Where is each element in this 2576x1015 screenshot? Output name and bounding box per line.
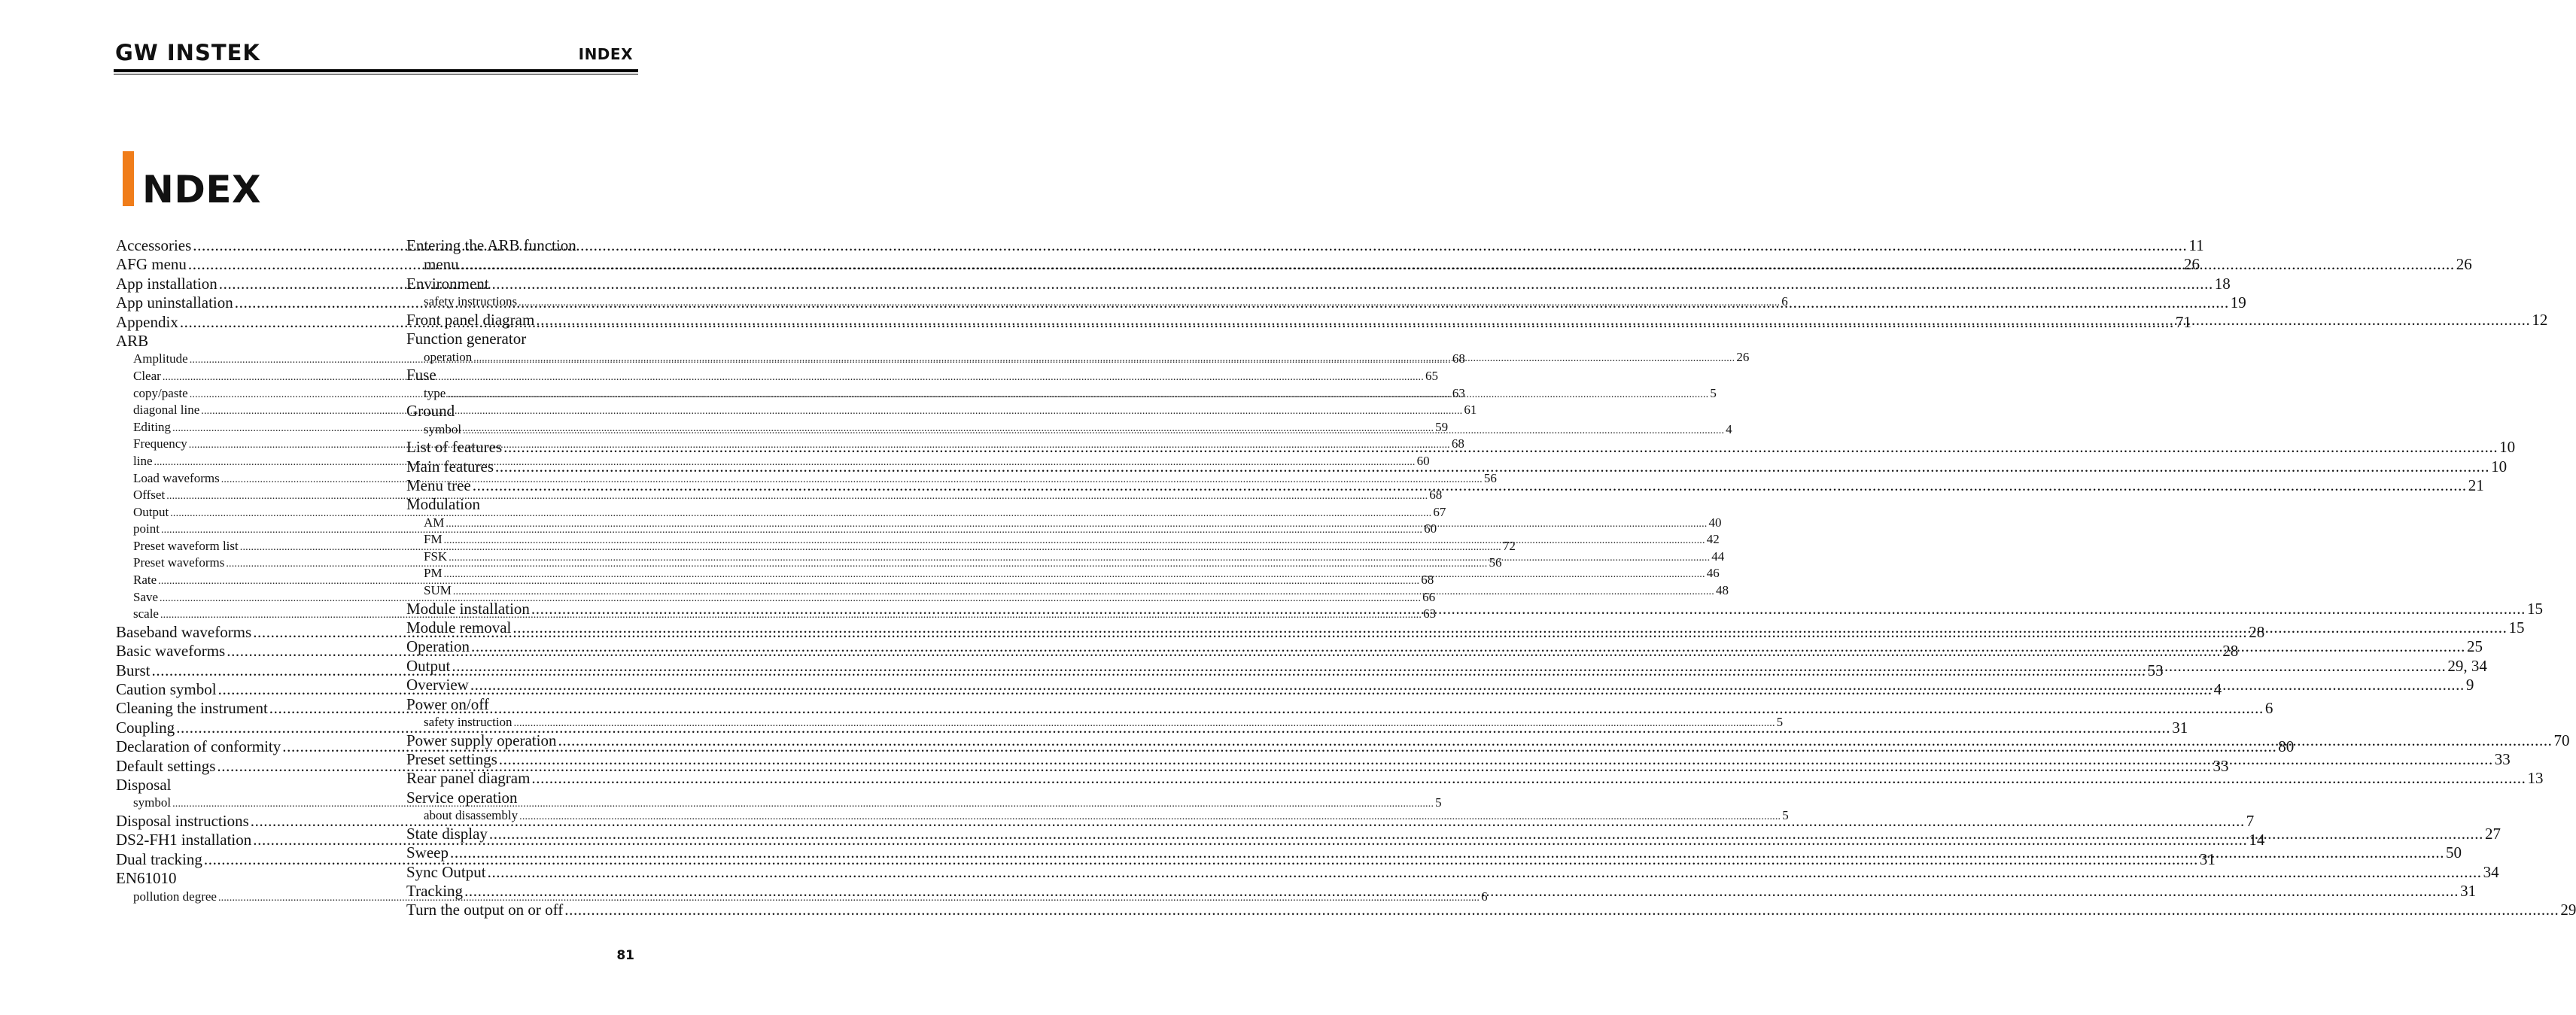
index-entry [406, 676, 2474, 694]
dot-leader [488, 863, 2482, 882]
entry-term: Declaration of conformity [116, 737, 281, 756]
entry-term: diagonal line [133, 403, 200, 418]
dot-leader [531, 600, 2526, 618]
page-reference: 28 [2222, 642, 2239, 661]
entry-term: pollution degree [133, 889, 217, 904]
entry-term: AM [424, 515, 445, 530]
index-subentry [406, 714, 1784, 731]
entry-term: FM [424, 532, 443, 547]
dot-leader [461, 255, 2455, 274]
entry-term: Main features [406, 457, 494, 476]
index-heading: Modulation [406, 495, 480, 514]
entry-term: App installation [116, 274, 217, 293]
page-reference: 9 [2465, 676, 2474, 694]
page-reference: 71 [2175, 312, 2191, 331]
index-entry [406, 769, 2544, 788]
page-reference: 34 [2483, 862, 2499, 881]
page-reference: 56 [1483, 470, 1497, 485]
index-subentry [406, 807, 1789, 825]
index-heading: Ground [406, 402, 455, 421]
page-reference: 66 [1422, 589, 1436, 604]
page-reference: 6 [2264, 699, 2273, 718]
dot-leader [473, 351, 1735, 368]
entry-term: DS2-FH1 installation [116, 831, 252, 849]
page-reference: 26 [2456, 255, 2472, 274]
entry-term: about disassembly [424, 808, 519, 823]
entry-term: Basic waveforms [116, 642, 226, 661]
entry-term: State display [406, 824, 488, 843]
entry-term: App uninstallation [116, 293, 233, 312]
index-heading: Entering the ARB function [406, 236, 576, 254]
page-reference: 80 [2278, 737, 2295, 756]
page-reference: 14 [2249, 831, 2265, 849]
page-reference: 19 [2230, 293, 2246, 312]
dot-leader [512, 618, 2507, 637]
entry-term: FSK [424, 549, 448, 564]
entry-term: List of features [406, 438, 503, 457]
page-reference: 26 [2183, 255, 2200, 274]
page-reference: 53 [2147, 661, 2164, 679]
page-reference: 10 [2499, 438, 2516, 457]
page-reference: 15 [2508, 618, 2525, 637]
page-number: 81 [616, 948, 634, 963]
index-heading: EN61010 [116, 869, 177, 888]
page-reference: 68 [1429, 488, 1443, 503]
dot-leader [514, 716, 1775, 733]
entry-term: Baseband waveforms [116, 622, 252, 641]
entry-term: Module removal [406, 618, 512, 637]
dot-leader [471, 637, 2465, 656]
entry-term: Load waveforms [133, 470, 220, 485]
index-entry [116, 255, 2200, 274]
heading-text: NDEX [142, 168, 262, 211]
dot-leader [444, 533, 1705, 550]
page-reference: 15 [2526, 599, 2543, 618]
dot-leader [503, 438, 2498, 457]
dot-leader [463, 423, 1724, 440]
page-reference: 63 [1452, 385, 1465, 400]
dot-leader [536, 311, 2530, 330]
entry-term: Appendix [116, 312, 178, 331]
header-rule [114, 69, 638, 72]
entry-term: symbol [424, 421, 462, 436]
entry-term: Power supply operation [406, 731, 557, 749]
page-reference: 11 [2188, 236, 2204, 254]
dot-leader [519, 809, 1781, 826]
page-reference: 6 [1481, 889, 1488, 904]
page-reference: 44 [1711, 549, 1725, 564]
dot-leader [201, 403, 1462, 421]
entry-term: safety instruction [424, 714, 512, 729]
page-reference: 56 [1489, 555, 1502, 570]
dot-leader [499, 750, 2493, 769]
index-heading: Power on/off [406, 694, 489, 713]
page-reference: 7 [2246, 811, 2255, 830]
dot-leader [558, 731, 2552, 750]
page-reference: 18 [2214, 274, 2231, 293]
page-reference: 68 [1451, 436, 1464, 451]
dot-leader [444, 567, 1705, 584]
index-entry [406, 255, 2472, 274]
page-reference: 33 [2494, 749, 2511, 768]
page-reference: 29, 34 [2447, 656, 2487, 675]
entry-term: operation [424, 349, 473, 364]
entry-term: Preset waveform list [133, 538, 239, 553]
dot-leader [449, 550, 1710, 567]
entry-term: Turn the output on or off [406, 901, 564, 919]
page-reference: 70 [2553, 731, 2570, 749]
index-heading: Environment [406, 274, 489, 293]
entry-term: Rear panel diagram [406, 769, 531, 788]
dot-leader [473, 476, 2467, 495]
entry-term: Overview [406, 676, 469, 694]
entry-term: Coupling [116, 718, 175, 737]
dot-leader [447, 387, 1708, 404]
index-heading: Service operation [406, 788, 518, 807]
page-reference: 5 [1435, 795, 1442, 810]
entry-term: Default settings [116, 756, 216, 775]
index-entry [406, 749, 2511, 769]
index-entry [406, 862, 2499, 882]
index-heading: Fuse [406, 366, 436, 384]
index-heading: ARB [116, 331, 149, 350]
page-reference: 29 [2560, 901, 2576, 919]
entry-term: AFG menu [116, 255, 187, 274]
entry-term: Sweep [406, 843, 449, 862]
page-reference: 28 [2249, 622, 2265, 641]
page-reference: 68 [1452, 351, 1465, 366]
entry-term: Clear [133, 368, 161, 383]
svg-text:GW INSTEK: GW INSTEK [115, 40, 260, 65]
page-reference: 31 [2460, 881, 2477, 900]
page-reference: 10 [2491, 457, 2508, 476]
dot-leader [564, 901, 2559, 919]
entry-term: type [424, 385, 446, 400]
page-reference: 40 [1708, 515, 1722, 530]
page-reference: 31 [2172, 718, 2188, 737]
entry-term: Frequency [133, 436, 187, 451]
page-reference: 67 [1433, 504, 1446, 519]
page-reference: 60 [1424, 521, 1437, 536]
entry-term: Preset settings [406, 749, 497, 768]
page-reference: 48 [1715, 583, 1729, 598]
entry-term: safety instructions [424, 294, 518, 309]
page-reference: 4 [2213, 680, 2222, 699]
entry-term: Module installation [406, 599, 530, 618]
entry-term: Preset waveforms [133, 555, 225, 570]
page-reference: 61 [1464, 403, 1477, 418]
page-reference: 27 [2484, 824, 2501, 843]
page-reference: 63 [1423, 606, 1437, 621]
entry-term: Output [406, 656, 451, 675]
entry-term: Accessories [116, 236, 192, 254]
page-reference: 59 [1435, 419, 1449, 434]
index-entry [406, 901, 2576, 919]
dot-leader [450, 843, 2444, 862]
entry-term: Output [133, 504, 169, 519]
page-reference: 26 [1736, 349, 1750, 364]
dot-leader [163, 369, 1424, 387]
dot-leader [489, 825, 2483, 843]
entry-term: copy/paste [133, 385, 188, 400]
entry-term: Sync Output [406, 862, 486, 881]
page-reference: 5 [1782, 808, 1789, 823]
page-reference: 68 [1421, 573, 1434, 588]
entry-term: Dual tracking [116, 849, 202, 868]
entry-term: Editing [133, 419, 172, 434]
entry-term: Front panel diagram [406, 310, 535, 329]
page-reference: 25 [2467, 637, 2483, 656]
entry-term: Disposal instructions [116, 811, 249, 830]
page-reference: 21 [2468, 476, 2484, 494]
page-reference: 42 [1706, 532, 1720, 547]
dot-leader [464, 882, 2459, 901]
entry-term: line [133, 453, 153, 468]
dot-leader [531, 769, 2526, 788]
page-reference: 72 [1502, 538, 1516, 553]
entry-term: PM [424, 566, 443, 581]
index-heading: Function generator [406, 330, 527, 348]
index-subentry [406, 293, 1788, 311]
entry-term: Amplitude [133, 351, 188, 366]
entry-term: Rate [133, 573, 157, 588]
page-reference: 60 [1416, 453, 1430, 468]
entry-term: menu [424, 255, 459, 274]
index-entry [406, 881, 2477, 901]
page-reference: 46 [1706, 566, 1720, 581]
dot-leader [470, 676, 2465, 694]
heading-initial-bar [123, 151, 134, 206]
entry-term: symbol [133, 795, 172, 810]
dot-leader [452, 657, 2446, 676]
dot-leader [453, 584, 1714, 601]
entry-term: Burst [116, 661, 151, 679]
page-reference: 65 [1425, 368, 1438, 383]
page-reference: 12 [2532, 310, 2548, 329]
page-reference: 50 [2446, 843, 2462, 862]
entry-term: Offset [133, 488, 166, 503]
dot-leader [495, 457, 2489, 476]
dot-leader [519, 295, 1780, 312]
page-reference: 5 [1710, 385, 1717, 400]
entry-term: Cleaning the instrument [116, 699, 268, 718]
entry-term: scale [133, 606, 159, 621]
entry-term: SUM [424, 583, 452, 598]
entry-term: Caution symbol [116, 680, 217, 699]
index-subentry [116, 487, 1443, 504]
page-reference: 4 [1726, 421, 1732, 436]
page-reference: 33 [2213, 756, 2229, 775]
page-reference: 5 [1776, 714, 1784, 729]
index-heading: Disposal [116, 775, 172, 794]
gw-instek-logo [115, 40, 260, 68]
entry-term: point [133, 521, 160, 536]
page-reference: 6 [1781, 294, 1788, 309]
page-reference: 13 [2527, 769, 2544, 788]
entry-term: Operation [406, 637, 470, 656]
section-title: INDEX [578, 45, 633, 63]
page-reference: 31 [2199, 849, 2216, 868]
dot-leader [446, 516, 1707, 533]
entry-term: Tracking [406, 881, 464, 900]
entry-term: Save [133, 589, 159, 604]
logo-mark [115, 40, 260, 65]
entry-term: Menu tree [406, 476, 471, 494]
